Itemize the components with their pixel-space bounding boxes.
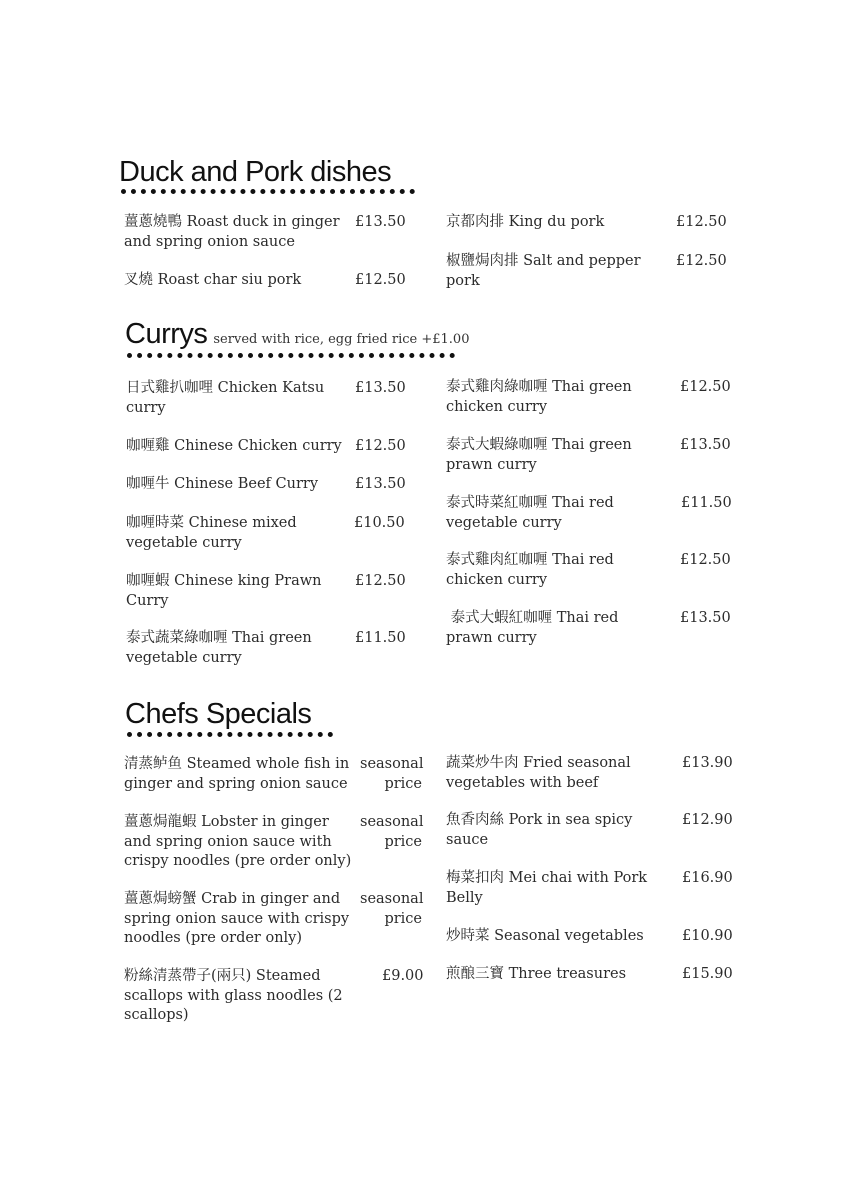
item-name: 泰式大蝦紅咖喱 Thai red prawn curry [446,610,624,646]
item-name: 煎酿三寶 Three treasures [446,966,627,982]
section-title-text: Currys [125,318,208,350]
item-name: 叉燒 Roast char siu pork [124,272,302,288]
item-price: seasonal price [360,756,424,792]
section-title-chefs: Chefs Specials [125,698,312,730]
item-name: 泰式時菜紅咖喱 Thai red vegetable curry [446,495,614,531]
item-price: £13.50 [680,437,731,453]
item-price: £13.50 [680,610,731,626]
item-price: £12.50 [355,438,406,454]
item-price: £13.50 [355,380,406,396]
item-name: 椒鹽焗肉排 Salt and pepper pork [446,253,641,289]
item-name: 泰式雞肉紅咖喱 Thai red chicken curry [446,552,614,588]
item-name: 咖喱時菜 Chinese mixed vegetable curry [126,515,297,551]
item-price: £11.50 [355,630,406,646]
item-price: £12.90 [682,812,733,828]
section-note: served with rice, egg fried rice +£1.00 [213,332,470,347]
item-price: seasonal price [360,891,424,927]
item-name: 薑蔥焗龍蝦 Lobster in ginger and spring onion sauce with crispy noodles (pre order only) [124,814,352,869]
title-underline-dots [127,732,333,737]
title-underline-dots [127,353,455,358]
item-price: seasonal price [360,814,424,850]
item-name: 泰式雞肉綠咖喱 Thai green chicken curry [446,379,632,415]
item-price: £11.50 [681,495,732,511]
item-name: 粉絲清蒸帶子(兩只) Steamed scallops with glass noodles (2 scallops) [124,968,343,1023]
item-price: £12.50 [676,253,727,269]
item-price: £12.50 [355,573,406,589]
item-name: 梅菜扣肉 Mei chai with Pork Belly [446,870,648,906]
item-price: £12.50 [680,379,731,395]
item-price: £13.90 [682,755,733,771]
item-price: £10.90 [682,928,733,944]
item-name: 京都肉排 King du pork [446,214,605,230]
item-name: 清蒸鲈鱼 Steamed whole fish in ginger and spring onion sauce [124,756,350,792]
item-price: £12.50 [680,552,731,568]
item-name: 泰式蔬菜綠咖喱 Thai green vegetable curry [126,630,312,666]
title-underline-dots [121,189,415,194]
item-name: 薑蔥焗螃蟹 Crab in ginger and spring onion sauce with crispy noodles (pre order only) [124,891,350,946]
item-price: £16.90 [682,870,733,886]
item-name: 蔬菜炒牛肉 Fried seasonal vegetables with beef [446,755,631,791]
item-name: 炒時菜 Seasonal vegetables [446,928,644,944]
item-price: £10.50 [354,515,405,531]
section-title-currys [125,320,469,349]
item-name: 薑蔥燒鴨 Roast duck in ginger and spring onion sauce [124,214,340,250]
item-name: 泰式大蝦綠咖喱 Thai green prawn curry [446,437,632,473]
item-price: £12.50 [676,214,727,230]
item-price: £9.00 [382,968,424,984]
section-title-duck: Duck and Pork dishes [119,156,392,188]
item-name: 咖喱牛 Chinese Beef Curry [126,476,319,492]
item-price: £12.50 [355,272,406,288]
item-price: £13.50 [355,476,406,492]
item-price: £13.50 [355,214,406,230]
item-price: £15.90 [682,966,733,982]
item-name: 日式雞扒咖哩 Chicken Katsu curry [126,380,325,416]
item-name: 魚香肉絲 Pork in sea spicy sauce [446,812,633,848]
item-name: 咖喱雞 Chinese Chicken curry [126,438,342,454]
item-name: 咖喱蝦 Chinese king Prawn Curry [126,573,322,609]
